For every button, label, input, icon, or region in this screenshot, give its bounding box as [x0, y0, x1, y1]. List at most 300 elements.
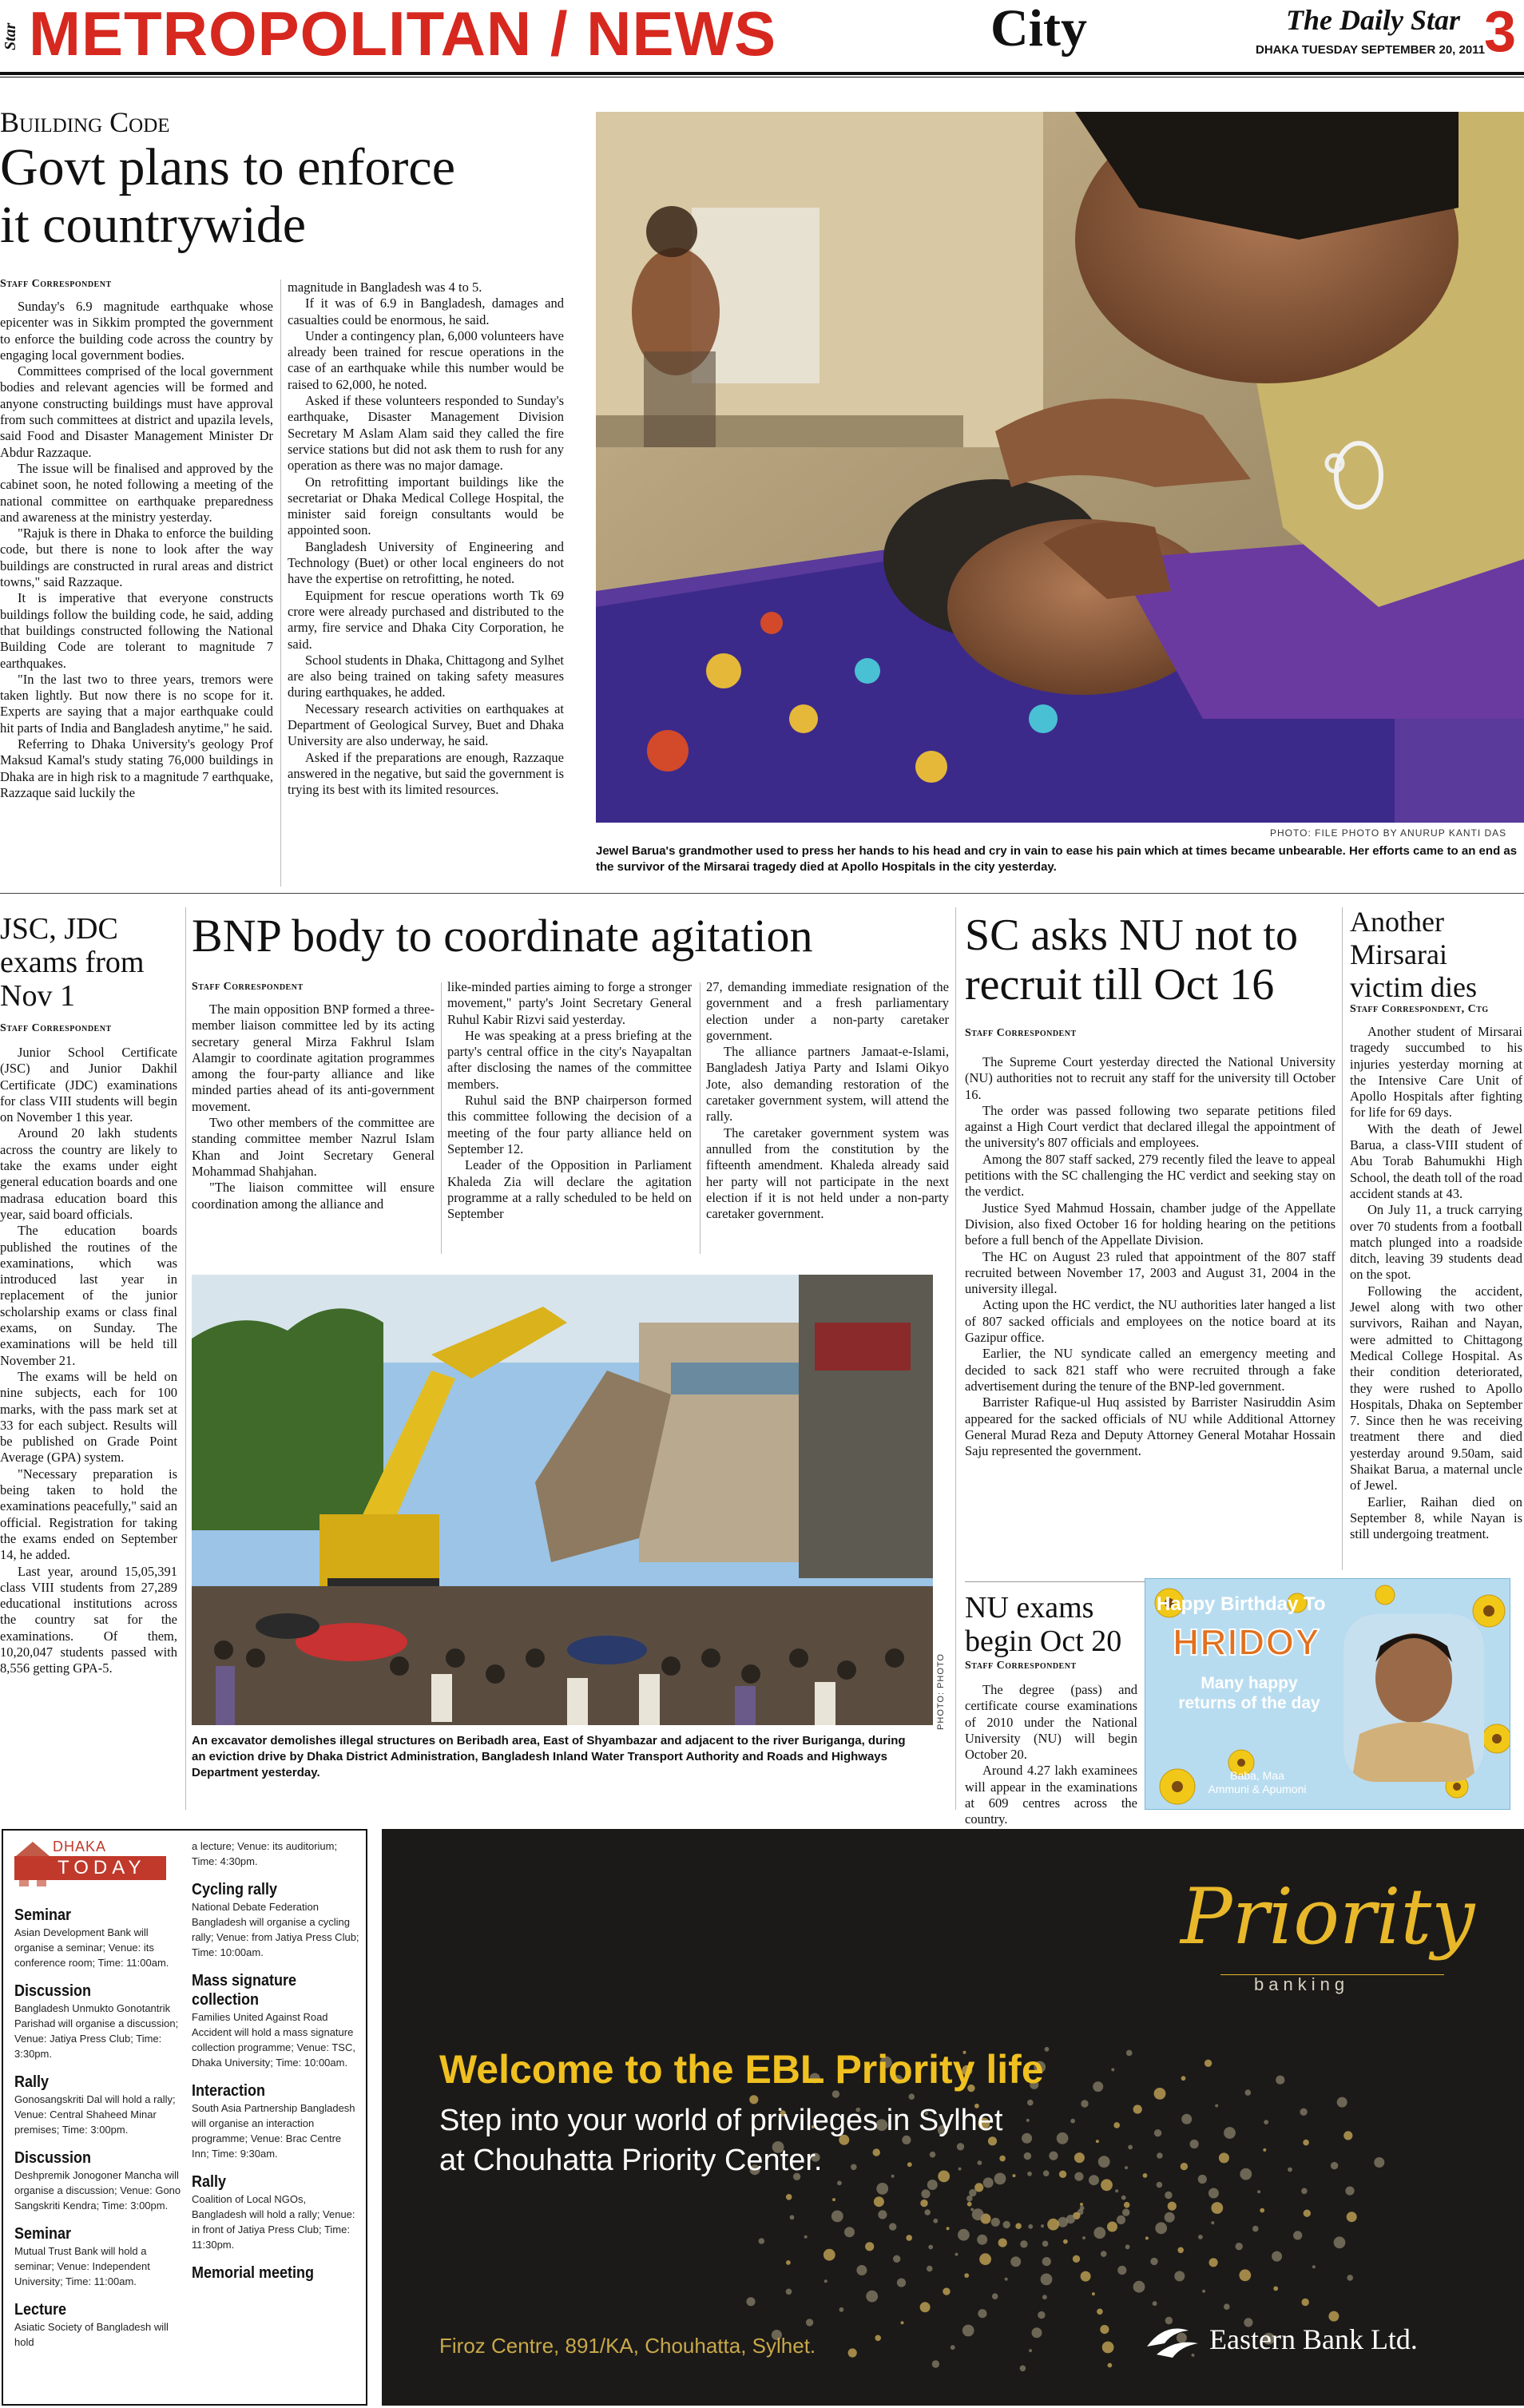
ad-dot [1154, 2088, 1166, 2100]
ad-dot [786, 2289, 792, 2295]
ad-dot [1240, 2168, 1252, 2180]
ad-dot [1165, 2192, 1172, 2199]
paragraph: Among the 807 staff sacked, 279 recently filed the leave to appeal petitions with the SC challenging the HC verdict and seeking stay on the verdict. [965, 1151, 1335, 1200]
listing-title: Rally [14, 2073, 50, 2091]
birthday-from [1193, 1769, 1321, 1796]
ad-dot [1100, 2325, 1109, 2334]
ad-dot [1150, 2258, 1157, 2265]
ad-dot [1096, 2140, 1099, 2143]
birthday-line-1: Happy Birthday To [1157, 1593, 1326, 1615]
mirsarai-byline [1350, 1003, 1489, 1016]
paragraph: Referring to Dhaka University's geology Prof Maksud Kamal's study stating 76,000 buildings in Dhaka are in high risk to a magnitude 7 earthquake, Razzaque said luckily the [0, 736, 273, 800]
birthday-portrait [1343, 1614, 1484, 1782]
listing-text: Deshpremik Jonogoner Mancha will organise a discussion; Venue: Gono Sangskriti Kendra; Time: 3:00pm. [14, 2169, 181, 2212]
ad-dot [1202, 2290, 1205, 2293]
listing-text: Mutual Trust Bank will hold a seminar; Venue: Independent University; Time: 11:00am. [14, 2245, 150, 2287]
listing-text: Coalition of Local NGOs, Bangladesh will hold a rally; Venue: in front of Jatiya Press Club; Time: 11:30pm. [192, 2193, 355, 2251]
ad-dot [839, 2307, 844, 2312]
paragraph: "In the last two to three years, tremors were taken lightly. But now there is no scope for it. Experts are saying that a major earthquake could hit parts of India and Bangladesh anytime," he said. [0, 671, 273, 736]
mirsarai-byline-text: Staff Correspondent, Ctg [1350, 1003, 1489, 1015]
ad-dot [1074, 2172, 1083, 2181]
ad-dot [824, 2279, 827, 2283]
ad-dot [1224, 2303, 1230, 2310]
paragraph: Around 4.27 lakh examinees will appear in the examinations at 609 centres across the country. [965, 1763, 1137, 1827]
listing-text: National Debate Federation Bangladesh will organise a cycling rally; Venue: from Jatiya Press Club; Time: 10:00am. [192, 1901, 359, 1958]
ad-dot [1026, 2119, 1030, 2122]
ad-dot [1020, 2240, 1027, 2247]
ad-dot [1020, 2366, 1026, 2372]
ad-dot [1263, 2148, 1266, 2152]
ad-dot [1045, 2047, 1050, 2052]
ad-dot [962, 2325, 974, 2337]
ad-dot [1117, 2266, 1126, 2275]
listings-column-2 [192, 1839, 359, 2283]
ad-address: Firoz Centre, 891/KA, Chouhatta, Sylhet. [439, 2334, 816, 2358]
paragraph: The HC on August 23 ruled that appointment of the 807 staff recruited between November 17, 2003 and August 31, 2004 in the university illegal. [965, 1248, 1335, 1297]
ad-dot [1027, 2100, 1034, 2106]
ad-dot [977, 2235, 987, 2245]
ad-dot [1211, 2202, 1223, 2214]
ad-dot [927, 2180, 938, 2190]
listing-continuation: a lecture; Venue: its auditorium; Time: 4:30pm. [192, 1840, 338, 1867]
priority-banking-label: banking [1254, 1974, 1350, 1994]
ad-dot [1343, 2131, 1352, 2140]
ad-dot [1157, 2182, 1163, 2188]
dhaka-today-logo-bottom: TODAY [14, 1856, 166, 1880]
ad-dot [875, 2335, 881, 2342]
ebl-bank-name: Eastern Bank Ltd. [1209, 2323, 1418, 2355]
dateline: DHAKA TUESDAY SEPTEMBER 20, 2011 [1256, 43, 1486, 57]
paragraph: Asked if the preparations are enough, Razzaque answered in the negative, but said the government is trying its best with its limited resources. [288, 749, 564, 798]
priority-script-logo: Priority [1181, 1872, 1475, 1962]
ad-dot [1073, 2255, 1080, 2263]
story-column-2 [288, 280, 564, 799]
story-kicker: Building Code [0, 106, 170, 138]
ad-dot [1347, 2212, 1357, 2222]
ad-dot [1153, 2301, 1157, 2306]
column-rule [280, 280, 281, 887]
demolition-caption: An excavator demolishes illegal structures on Beribadh area, East of Shyambazar and adjacent to the river Buriganga, during an eviction drive by Dhaka District Administration, Bangladesh Inland Water Transport Authority and Roads and Highways Department yesterday. [192, 1734, 906, 1779]
ad-dot [824, 2249, 835, 2261]
ad-dot [1143, 2173, 1148, 2178]
ad-dot [1293, 2231, 1302, 2239]
ad-sub-line-1: Step into your world of privileges in Sylhet [439, 2104, 1003, 2137]
ad-dot [1165, 2212, 1175, 2223]
ad-dot [1190, 2140, 1199, 2148]
ad-dot [1024, 2152, 1031, 2160]
ad-dot [906, 2235, 912, 2241]
listing-title: Discussion [14, 1982, 92, 2000]
ad-dot [1038, 2311, 1045, 2319]
ad-dot [1041, 2274, 1053, 2286]
ad-dot [1093, 2081, 1103, 2092]
dhaka-today-logo-top: DHAKA [53, 1839, 107, 1855]
ad-dot [1003, 2221, 1010, 2228]
bnp-column-2 [447, 979, 692, 1222]
ad-dot [1224, 2127, 1236, 2139]
birthday-from-1: Baba, Maa [1230, 1769, 1284, 1782]
listing-text: Gonosangskriti Dal will hold a rally; Venue: Central Shaheed Minar premises; Time: 3:00pm. [14, 2093, 176, 2136]
listing-text: Families United Against Road Accident will hold a mass signature collection programme; Venue: TSC, Dhaka University; Time: 10:00am. [192, 2011, 355, 2069]
ad-dot [1264, 2120, 1268, 2124]
ad-dot [978, 2309, 986, 2318]
ad-dot [1043, 2170, 1050, 2176]
ad-dot [1302, 2299, 1309, 2306]
paragraph: Barrister Rafique-ul Huq assisted by Barrister Nasiruddin Asim appeared for the sacked officials of NU while Additional Attorney General Murad Reza and Deputy Attorney General Motahar Hossain Saju represented the government. [965, 1394, 1335, 1459]
demolition-credit: PHOTO: PHOTO [936, 1653, 946, 1730]
ebl-priority-ad [382, 1829, 1524, 2406]
ad-dot [1028, 2224, 1033, 2229]
ad-dot [1032, 2327, 1042, 2338]
ad-dot [974, 2183, 983, 2192]
ad-dot [979, 2253, 991, 2265]
dhaka-today-listings [2, 1829, 367, 2406]
paragraph: Last year, around 15,05,391 class VIII students from 27,289 educational institutions across the country sat for the examinations. Of them, 10,20,047 students passed with 8,556 getting GPA-5. [0, 1563, 177, 1676]
listing-text: Asian Development Bank will organise a seminar; Venue: its conference room; Time: 11:00am. [14, 1926, 169, 1969]
section-rule [0, 893, 1524, 894]
ad-dot [806, 2319, 813, 2326]
paragraph: Earlier, Raihan died on September 8, while Nayan is still undergoing treatment. [1350, 1494, 1522, 1542]
ad-dot [1154, 2129, 1161, 2136]
ad-dot [1312, 2265, 1316, 2268]
ad-dot [1181, 2114, 1192, 2124]
bnp-headline: BNP body to coordinate agitation [192, 910, 813, 962]
paper-logo: The Daily Star [1286, 4, 1461, 36]
story-building-code [0, 105, 575, 254]
ad-dot [991, 2218, 1000, 2227]
ad-dot [1304, 2210, 1311, 2217]
listing-text: Asiatic Society of Bangladesh will hold [14, 2321, 169, 2348]
page-number: 3 [1484, 0, 1517, 64]
paragraph: The issue will be finalised and approved by the cabinet soon, he noted following a meeting of the national committee on earthquake preparedness and awareness at the ministry yesterday. [0, 460, 273, 525]
ad-dot [1374, 2157, 1384, 2168]
ad-dot [920, 2200, 927, 2207]
paragraph: "Rajuk is there in Dhaka to enforce the building code, but there is none to look after the way buildings are constructed in rural areas and district towns," said Razzaque. [0, 526, 273, 590]
ad-dot [1057, 2132, 1069, 2144]
ad-dot [967, 2202, 972, 2207]
ad-subheadline [439, 2101, 1002, 2180]
ad-dot [1098, 2156, 1110, 2168]
paragraph: Acting upon the HC verdict, the NU authorities later hanged a list of 807 sacked officials and employees on the notice board at its Gazipur office. [965, 1297, 1335, 1346]
ad-dot [1157, 2152, 1163, 2159]
column-rule [441, 982, 442, 1254]
ad-dot [1181, 2076, 1186, 2081]
star-side-logo: Star [2, 22, 19, 51]
column-rule [185, 907, 186, 1810]
ad-dot [972, 2208, 984, 2220]
paragraph: "The liaison committee will ensure coordination among the alliance and [192, 1180, 435, 1212]
ad-dot [1245, 2089, 1252, 2096]
ad-dot [1041, 2224, 1044, 2227]
ad-dot [992, 2293, 998, 2299]
ad-dot [1124, 2202, 1130, 2208]
ad-dot [1042, 2295, 1047, 2299]
listing-title: Lecture [14, 2301, 67, 2319]
bnp-column-3 [706, 979, 949, 1222]
ad-dot [1042, 2257, 1051, 2266]
ad-dot [1177, 2247, 1184, 2254]
ad-dot [1155, 2222, 1167, 2234]
sc-byline: Staff Correspondent [965, 1027, 1077, 1039]
ad-dot [920, 2302, 931, 2312]
ad-dot [1115, 2189, 1118, 2192]
ad-dot [927, 2266, 933, 2272]
ad-dot [759, 2238, 765, 2244]
ad-dot [1328, 2311, 1339, 2322]
ad-dot [1097, 2309, 1103, 2315]
ad-dot [1331, 2162, 1338, 2169]
ad-dot [1015, 2223, 1022, 2229]
ad-dot [1252, 2226, 1259, 2232]
ad-dot [947, 2227, 950, 2230]
ad-dot [970, 2208, 974, 2212]
ad-dot [1133, 2105, 1142, 2113]
ad-dot [1092, 2292, 1095, 2295]
birthday-name: HRIDOY [1173, 1621, 1320, 1663]
ad-dot [1337, 2097, 1347, 2108]
story-byline: Staff Correspondent [0, 278, 112, 290]
ad-dot [804, 2235, 808, 2239]
paragraph: The exams will be held on nine subjects, each for 100 marks, with the pass mark set at 33 for each subject. Results will be published on Grade Point Average (GPA) system. [0, 1368, 177, 1466]
ad-dot [1198, 2235, 1203, 2239]
ad-dot [1301, 2188, 1308, 2195]
ad-dot [893, 2255, 900, 2263]
ad-dot [924, 2209, 931, 2216]
paragraph: Two other members of the committee are standing committee member Nazrul Islam Khan and Joint Secretary General Mohammad Shahjahan. [192, 1115, 435, 1179]
ad-dot [1081, 2271, 1091, 2282]
ad-dot [1145, 2236, 1149, 2239]
ad-dot [1027, 2172, 1032, 2176]
city-title: City [990, 0, 1087, 58]
ad-dot [1010, 2256, 1021, 2267]
dhaka-today-logo [14, 1839, 174, 1890]
ad-dot [1058, 2217, 1068, 2227]
ad-dot [964, 2273, 969, 2278]
ad-dot [1128, 2145, 1133, 2150]
ad-dot [1082, 2236, 1085, 2239]
ad-dot [1042, 2241, 1049, 2247]
paragraph: The alliance partners Jamaat-e-Islami, Bangladesh Jatiya Party and Islami Oikyo Jote, also demanding restoration of the caretaker government system, will attend the rally. [706, 1044, 949, 1125]
ad-dot [901, 2321, 904, 2324]
ad-dot [1208, 2188, 1219, 2199]
paragraph: Earlier, the NU syndicate called an emergency meeting and decided to sack 821 staff who were recruited through a fake advertisement during the tenure of the BNP-led government. [965, 1346, 1335, 1394]
jsc-body [0, 1045, 177, 1677]
paragraph: Ruhul said the BNP chairperson formed this committee following the decision of a meeting of the four party alliance held on September 12. [447, 1093, 692, 1156]
paragraph: "Necessary preparation is being taken to hold the examinations peacefully," said an official. Registration for taking the exams ended on September 14, he added. [0, 1466, 177, 1563]
listing-title: Seminar [14, 2225, 72, 2243]
paragraph: Under a contingency plan, 6,000 volunteers have already been trained for rescue operations in the case of an earthquake while this number would be raised to 62,000, he noted. [288, 327, 564, 392]
ad-dot [848, 2348, 857, 2357]
paragraph: If it was of 6.9 in Bangladesh, damages and casualties could be enormous, he said. [288, 296, 564, 327]
ad-dot [786, 2194, 792, 2200]
ad-dot [786, 2260, 791, 2265]
paragraph: Committees comprised of the local government bodies and relevant agencies will be formed and anyone constructing buildings must have approval from such committees at district and upazila levels, said Food and Disaster Management Minister Dr Abdur Razzaque. [0, 363, 273, 460]
ad-dot [1080, 2203, 1083, 2206]
ad-dot [856, 2265, 867, 2275]
ad-dot [1125, 2166, 1128, 2169]
ad-dot [955, 2253, 958, 2256]
paragraph: It is imperative that everyone constructs buildings follow the building code, he said, adding that buildings constructed following the National Building Code are tolerant to magnitude 7 earthquakes. [0, 590, 273, 671]
ad-dot [1029, 2349, 1032, 2352]
ad-dot [1022, 2133, 1032, 2144]
birthday-ad [1145, 1578, 1510, 1810]
ad-dot [1168, 2202, 1177, 2211]
bnp-column-1 [192, 1002, 435, 1212]
ad-dot [998, 2239, 1007, 2247]
paragraph: School students in Dhaka, Chittagong and Sylhet are also being trained on taking safety measures during earthquakes, he added. [288, 652, 565, 700]
paragraph: Justice Syed Mahmud Hossain, chamber judge of the Appellate Division, also fixed October 16 for holding hearing on the petitions before a full bench of the Appellate Division. [965, 1200, 1335, 1248]
ad-dot [889, 2223, 896, 2230]
ad-headline: Welcome to the EBL Priority life [439, 2047, 1044, 2092]
paragraph: Junior School Certificate (JSC) and Junior Dakhil Certificate (JDC) examinations for class VIII students will begin on November 1 this year. [0, 1045, 177, 1125]
ad-dot [1174, 2271, 1185, 2281]
listing-title: Mass signature collection [192, 1972, 297, 2009]
ad-dot [866, 2291, 878, 2303]
ad-dot [1089, 2175, 1099, 2185]
ad-dot [1211, 2221, 1214, 2224]
ad-dot [943, 2287, 950, 2295]
ad-dot [1101, 2179, 1113, 2191]
ad-dot [933, 2219, 938, 2224]
ad-dot [1081, 2100, 1088, 2107]
paragraph: Another student of Mirsarai tragedy succumbed to his injuries yesterday morning at the Intensive Care Unit of Apollo Hospitals after fighting for life for 69 days. [1350, 1024, 1522, 1121]
bnp-byline: Staff Correspondent [192, 981, 304, 993]
ad-dot [1209, 2258, 1218, 2267]
ad-dot [876, 2183, 888, 2195]
ad-dot [874, 2196, 884, 2207]
mirsarai-body [1350, 1024, 1522, 1543]
ad-dot [1219, 2152, 1229, 2163]
mirsarai-headline: Another Mirsarai victim dies [1350, 906, 1477, 1003]
story-column-1 [0, 299, 273, 801]
ad-dot [897, 2279, 906, 2287]
paragraph: Necessary research activities on earthquakes at Department of Geological Survey, Buet and Dhaka University are also underway, he said. [288, 700, 564, 749]
jsc-byline: Staff Correspondent [0, 1022, 112, 1034]
listing-text: South Asia Partnership Bangladesh will organise an interaction programme; Venue: Brac Centre Inn; Time: 9:30am. [192, 2102, 355, 2160]
ad-dot [1005, 2278, 1008, 2281]
ebl-logo-icon [1141, 2315, 1205, 2362]
ad-dot [969, 2189, 976, 2196]
listing-title: Cycling rally [192, 1881, 278, 1898]
hospital-photo [596, 112, 1524, 823]
ad-dot [1108, 2363, 1113, 2368]
ad-dot [832, 2198, 835, 2201]
paragraph: like-minded parties aiming to forge a stronger movement," party's Joint Secretary General Ruhul Kabir Rizvi said yesterday. [447, 979, 692, 1027]
section-title: METROPOLITAN / NEWS [29, 0, 777, 69]
ad-dot [1117, 2216, 1125, 2224]
paragraph: 27, demanding immediate resignation of the government and a fresh parliamentary election under a non-party caretaker government. [706, 979, 949, 1043]
ad-dot [1093, 2227, 1105, 2239]
listing-title: Interaction [192, 2082, 266, 2100]
ad-dot [1113, 2122, 1120, 2128]
ad-dot [1205, 2060, 1212, 2067]
ad-dot [746, 2297, 755, 2306]
ad-dot [1122, 2208, 1129, 2216]
paragraph: The caretaker government system was annulled from the constitution by the fifteenth amendment. Khaleda already said her party will not participate in the next election if it is not held under a non-party caretaker government. [706, 1125, 949, 1222]
ad-dot [1125, 2244, 1130, 2249]
ad-dot [1300, 2108, 1307, 2116]
ad-dot [878, 2210, 887, 2219]
ad-dot [1260, 2208, 1264, 2213]
ad-dot [1239, 2269, 1251, 2281]
ad-dot [1074, 2152, 1085, 2163]
ad-dot [958, 2229, 970, 2241]
ad-dot [831, 2211, 843, 2223]
ad-dot [1273, 2287, 1278, 2291]
paragraph: Equipment for rescue operations worth Tk 69 crore were already purchased and distributed to the army, fire service and Dhaka City Corporation, he said. [288, 587, 564, 652]
ad-dot [1102, 2342, 1114, 2354]
paragraph: Around 20 lakh students across the country are likely to take the exams under eight general education boards and one madrasa education board this year, said board officials. [0, 1125, 177, 1222]
paragraph: The main opposition BNP formed a three-member liaison committee led by its acting secretary general Mirza Fakhrul Islam Alamgir to coordinate agitation programmes among the four-party alliance and like minded parties ahead of its anti-government movement. [192, 1002, 435, 1114]
story-headline-line-2: it countrywide [0, 196, 307, 254]
photo-caption: Jewel Barua's grandmother used to press her hands to his head and cry in vain to ease his pain which at times became unbearable. Her efforts came to an end as the survivor of the Mirsarai tragedy died at Apollo Hospitals in the city yesterday. [596, 844, 1518, 874]
paragraph: Sunday's 6.9 magnitude earthquake whose epicenter was in Sikkim prompted the government to enforce the building code across the country by engaging local government bodies. [0, 299, 273, 363]
ad-dot [1049, 2152, 1058, 2160]
paragraph: On July 11, a truck carrying over 70 students from a football match plunged into a roadside ditch, leaving 39 students dead on the spot. [1350, 1202, 1522, 1283]
masthead [0, 0, 1524, 70]
column-rule [955, 907, 956, 1810]
ad-dot [909, 2093, 915, 2100]
paragraph: The degree (pass) and certificate course examinations of 2010 under the National University (NU) will begin October 20. [965, 1682, 1137, 1763]
paragraph: Following the accident, Jewel along with two other survivors, Raihan and Nayan, were admitted to Chittagong Medical College Hospital. As their condition deteriorated, they were rushed to Apollo Hospitals, Dhaka on September 7. Since then he was receiving treatment there and died yesterday around 9.50am, said Shaikat Barua, a maternal uncle of Jewel. [1350, 1283, 1522, 1494]
ad-dot [1107, 2222, 1117, 2232]
ad-dot [932, 2360, 939, 2367]
ad-dot [1276, 2076, 1284, 2085]
ad-dot [1126, 2050, 1133, 2057]
listing-title: Seminar [14, 1906, 72, 1924]
paragraph: With the death of Jewel Barua, a class-VIII student of Abu Torab Bahumukhi High School, the death toll of the road accident stands at 43. [1350, 1121, 1522, 1201]
ad-dot [1303, 2140, 1309, 2146]
ad-dot [1059, 2171, 1066, 2178]
demolition-photo [192, 1275, 933, 1725]
ad-dot [1288, 2168, 1292, 2172]
ad-dot [790, 2215, 795, 2220]
ad-dot [1101, 2251, 1107, 2257]
nu-byline: Staff Correspondent [965, 1660, 1077, 1672]
paragraph: He was speaking at a press briefing at the party's central office in the city's Nayapaltan after disclosing the names of the committee members. [447, 1027, 692, 1092]
ad-dot [951, 2345, 955, 2350]
ad-dot [1236, 2243, 1243, 2250]
paragraph: Asked if these volunteers responded to Sunday's earthquake, Disaster Management Division Secretary M Aslam Alam said they called the fire service stations but did not ask them to rush for any operation as there was no major damage. [288, 393, 564, 474]
ad-dot [1215, 2105, 1218, 2108]
sc-headline: SC asks NU not to recruit till Oct 16 [965, 910, 1298, 1010]
ad-dot [865, 2242, 874, 2251]
ad-dot [1347, 2275, 1353, 2281]
listing-title: Memorial meeting [192, 2264, 315, 2282]
ad-dot [921, 2189, 930, 2198]
ad-dot [1013, 2174, 1016, 2177]
ad-sub-line-2: at Chouhatta Priority Center. [439, 2144, 823, 2177]
nu-body [965, 1682, 1137, 1828]
paragraph: The Supreme Court yesterday directed the National University (NU) authorities not to recruit any staff for the university till October 16. [965, 1054, 1335, 1102]
column-rule [1342, 907, 1343, 1570]
listing-title: Rally [192, 2173, 227, 2191]
paragraph: magnitude in Bangladesh was 4 to 5. [288, 280, 482, 295]
story-headline-line-1: Govt plans to enforce [0, 138, 455, 196]
ad-dot [1345, 2187, 1354, 2196]
birthday-from-2: Ammuni & Apumoni [1208, 1783, 1307, 1795]
ad-dot [1063, 2239, 1068, 2244]
paragraph: Leader of the Opposition in Parliament Khaleda Zia will declare the agitation programme at a rally scheduled to be held on September [447, 1157, 692, 1222]
ad-dot [1181, 2163, 1188, 2170]
ad-dot [837, 2180, 842, 2185]
ad-dot [1133, 2281, 1145, 2293]
ad-dot [1111, 2068, 1114, 2071]
ad-dot [1070, 2119, 1075, 2124]
paragraph: The order was passed following two separate petitions filed against a High Court verdict that declared illegal the appointment of the university's 807 officials and employees. [965, 1102, 1335, 1151]
ad-dot [1047, 2219, 1059, 2231]
masthead-rule [0, 72, 1524, 75]
